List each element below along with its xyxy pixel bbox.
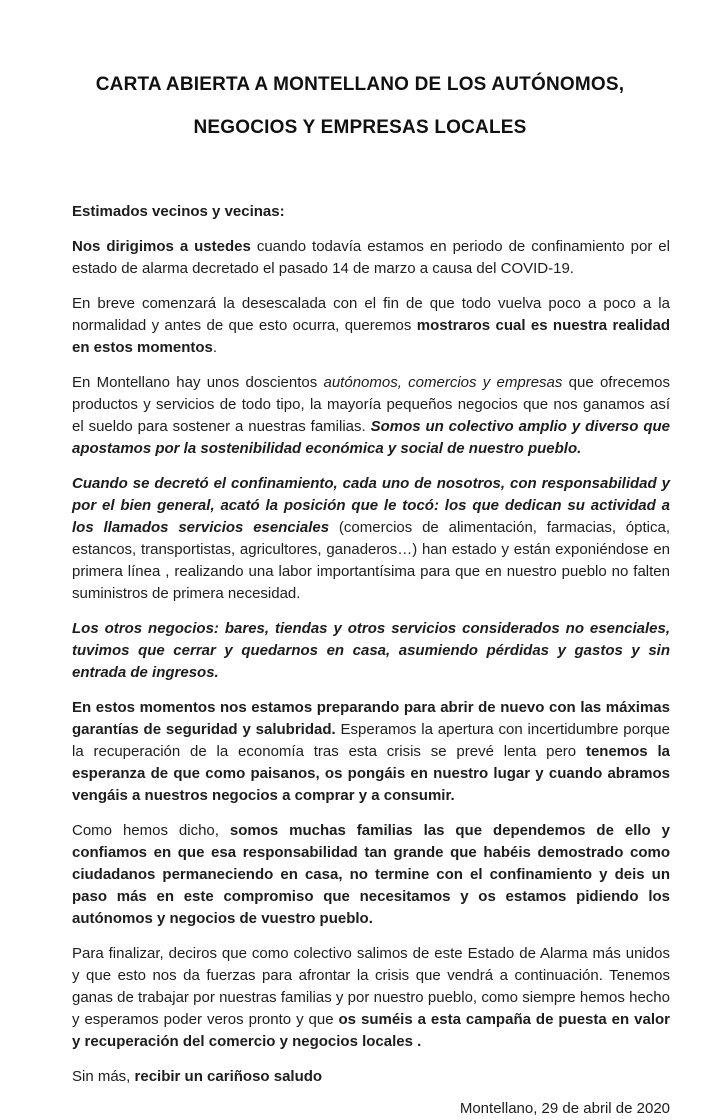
text-run: autónomos, comercios y empresas — [323, 374, 563, 391]
paragraph — [72, 293, 670, 359]
letter-title — [72, 63, 648, 149]
text-run: Nos dirigimos a ustedes — [72, 238, 251, 255]
paragraph — [72, 943, 670, 1053]
text-run: que ofrecemos productos y servicios de todo tipo, la mayoría pequeños negocios que nos ganamos así el sueldo para sostener a nuestras familias. — [72, 374, 670, 435]
text-run: recibir un cariñoso saludo — [134, 1068, 323, 1085]
text-run: (comercios de alimentación, farmacias, óptica, estancos, transportistas, agricultores, ganaderos…) han estado y están exponiéndose en primera línea , realizando una labor importantísima para que en nuestro pueblo no falten suministros de primera necesidad. — [72, 519, 670, 602]
letter-title-line1: CARTA ABIERTA A MONTELLANO DE LOS AUTÓNOMOS, — [95, 74, 625, 95]
text-run: . — [212, 339, 218, 356]
text-run: En estos momentos nos estamos preparando para abrir de nuevo con las máximas garantías de seguridad y salubridad. — [72, 699, 670, 738]
paragraph — [72, 618, 670, 684]
paragraph — [72, 236, 670, 280]
text-run: tenemos la esperanza de que como paisanos, os pongáis en nuestro lugar y cuando abramos vengáis a nuestros negocios a comprar y a consumir. — [72, 743, 670, 804]
text-run: Sin más, — [72, 1068, 135, 1085]
paragraph — [72, 820, 670, 930]
text-run: cuando todavía estamos en periodo de confinamiento por el estado de alarma decretado el pasado 14 de marzo a causa del COVID-19. — [72, 238, 670, 277]
text-run: mostraros cual es nuestra realidad en estos momentos — [72, 317, 671, 356]
text-run: Como hemos dicho, — [72, 822, 230, 839]
text-run: En Montellano hay unos doscientos — [72, 374, 324, 391]
letter-body — [72, 201, 670, 1088]
text-run: Esperamos la apertura con incertidumbre porque la recuperación de la economía tras esta crisis se prevé lenta pero — [72, 721, 670, 760]
text-run: Los otros negocios: bares, tiendas y otros servicios considerados no esenciales, tuvimos que cerrar y quedarnos en casa, asumiendo pérdidas y gastos y sin entrada de ingresos. — [72, 620, 670, 681]
text-run: Para finalizar, deciros que como colectivo salimos de este Estado de Alarma más unidos y que esto nos da fuerzas para afrontar la crisis que vendrá a continuación. Tenemos ganas de trabajar por nuestras familias y por nuestro pueblo, como siempre hemos hecho y esperamos poder veros pronto y que — [72, 945, 670, 1028]
date-line: Montellano, 29 de abril de 2020 — [459, 1100, 670, 1117]
text-run: En breve comenzará la desescalada con el fin de que todo vuelva poco a poco a la normalidad y antes de que esto ocurra, queremos — [72, 295, 670, 334]
text-run: os suméis a esta campaña de puesta en valor y recuperación del comercio y negocios locales . — [72, 1011, 670, 1050]
paragraph — [72, 473, 670, 605]
letter-title-line2: NEGOCIOS Y EMPRESAS LOCALES — [193, 117, 527, 138]
paragraph — [72, 372, 670, 460]
text-run: Estimados vecinos y vecinas: — [72, 203, 285, 220]
paragraph — [72, 201, 670, 223]
text-run: Cuando se decretó el confinamiento, cada uno de nosotros, con responsabilidad y por el bien general, acató la posición que le tocó: los que dedican su actividad a los llamados servicios esenciales — [72, 475, 670, 536]
text-run: somos muchas familias las que dependemos de ello y confiamos en que esa responsabilidad tan grande que habéis demostrado como ciudadanos permaneciendo en casa, no termine con el confinamiento y deis un paso más en este compromiso que necesitamos y os estamos pidiendo los autónomos y negocios de vuestro pueblo. — [72, 822, 670, 927]
text-run: Somos un colectivo amplio y diverso que apostamos por la sostenibilidad económica y social de nuestro pueblo. — [72, 418, 670, 457]
paragraph — [72, 1066, 670, 1088]
paragraph — [72, 697, 670, 807]
